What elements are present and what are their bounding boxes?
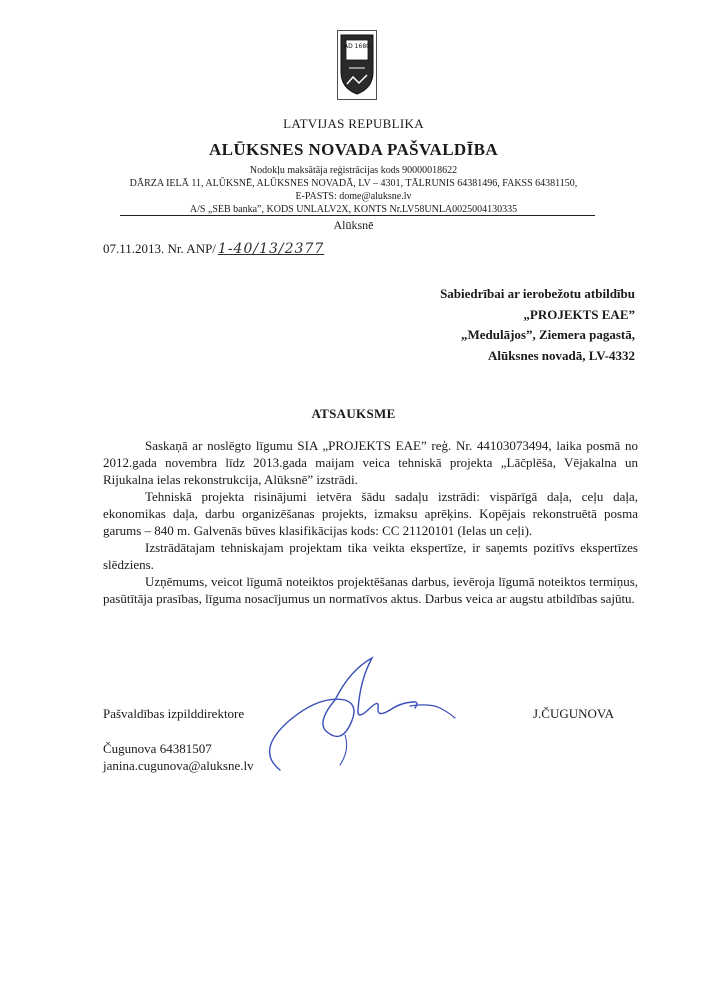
document-title: ATSAUKSME <box>311 406 396 421</box>
handwritten-signature <box>250 640 480 780</box>
addressee-block <box>440 284 635 366</box>
body-paragraph: Uzņēmums, veicot līgumā noteiktos projektēšanas darbus, ievēroja līgumā noteiktos termiņus, pasūtītāja prasības, līguma nosacījumus un normatīvos aktus. Darbus veica ar augstu atbildības sajūtu. <box>103 574 638 606</box>
coat-of-arms-text: AD 1680 <box>344 43 370 50</box>
municipality-name: ALŪKSNES NOVADA PAŠVALDĪBA <box>208 140 499 159</box>
reference-line <box>103 241 324 257</box>
tax-code: Nodokļu maksātāja reģistrācijas kods 90000018622 <box>249 165 458 176</box>
address-line: DĀRZA IELĀ 11, ALŪKSNĒ, ALŪKSNES NOVADĀ, LV – 4301, TĀLRUNIS 64381496, FAKSS 64381150, <box>129 178 578 189</box>
body-paragraph: Izstrādātajam tehniskajam projektam tika veikta ekspertīze, ir saņemts pozitīvs ekspertīzes slēdziens. <box>103 540 638 572</box>
addressee-line: „PROJEKTS EAE” <box>523 306 635 322</box>
addressee-line: Alūksnes novadā, LV-4332 <box>487 347 635 363</box>
coat-of-arms-icon <box>337 30 377 100</box>
addressee-line: „Medulājos”, Ziemera pagastā, <box>460 327 635 342</box>
body-paragraph: Tehniskā projekta risinājumi ietvēra šādu sadaļu izstrādi: vispārīgā daļa, ceļu daļa, ekonomikas daļa, darbu organizēšanas projekts, izmaksu aprēķins. Kopējais rekonstruētā posma garums – 840 m. Galvenās būves klasifikācijas kods: CC 21120101 (Ielas un ceļi). <box>103 489 638 538</box>
addressee-line: Sabiedrībai ar ierobežotu atbildību <box>440 286 635 301</box>
body-paragraph: Saskaņā ar noslēgto līgumu SIA „PROJEKTS EAE” reģ. Nr. 44103073494, laika posmā no 2012.gada novembra līdz 2013.gada maijam veica tehniskā projekta „Lāčplēša, Vējakalna un Rijukalna ielas rekonstrukcija, Alūksnē” izstrādi. <box>103 438 638 487</box>
reference-prefix: 07.11.2013. Nr. ANP/ <box>103 241 216 256</box>
body-text <box>103 437 638 607</box>
email-line: E-PASTS: dome@aluksne.lv <box>295 191 412 202</box>
signer-name: J.ČUGUNOVA <box>533 706 615 721</box>
bank-line: A/S „SEB banka”, KODS UNLALV2X, KONTS Nr.LV58UNLA0025004130335 <box>189 204 518 215</box>
country-name: LATVIJAS REPUBLIKA <box>283 116 424 131</box>
contact-email: janina.cugunova@aluksne.lv <box>103 758 254 773</box>
city: Alūksnē <box>333 218 374 232</box>
signer-position: Pašvaldības izpilddirektore <box>103 706 245 721</box>
handwritten-reference-number: 1-40/13/2377 <box>217 241 325 257</box>
contact-block <box>103 740 254 774</box>
header-divider <box>120 215 595 216</box>
contact-phone: Čugunova 64381507 <box>103 741 212 756</box>
